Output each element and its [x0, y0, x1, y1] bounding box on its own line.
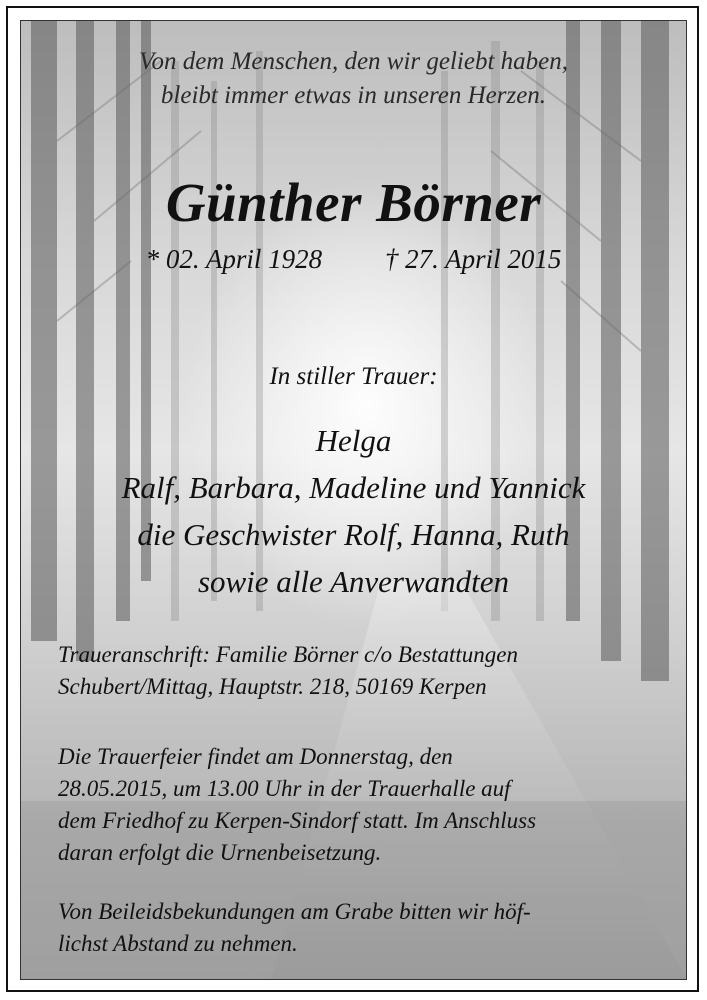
service-line: Die Trauerfeier findet am Donnerstag, den: [58, 744, 453, 769]
condolence-notice: [58, 896, 658, 960]
life-dates: [21, 244, 686, 275]
mourning-address: [58, 639, 658, 703]
condolence-line: Von Beileidsbekundungen am Grabe bitten wir höf-: [58, 899, 531, 924]
service-line: daran erfolgt die Urnenbeisetzung.: [58, 840, 382, 865]
mourner-line: Ralf, Barbara, Madeline und Yannick: [121, 470, 586, 505]
mourner-line: sowie alle Anverwandten: [197, 564, 510, 599]
condolence-line: lichst Abstand zu nehmen.: [58, 931, 298, 956]
birth-date: * 02. April 1928: [145, 244, 323, 274]
funeral-service-notice: [58, 741, 658, 869]
address-line-2: Schubert/Mittag, Hauptstr. 218, 50169 Kerpen: [58, 674, 487, 699]
deceased-name: Günther Börner: [165, 172, 542, 233]
mourner-line: die Geschwister Rolf, Hanna, Ruth: [137, 517, 570, 552]
obituary-panel: [20, 20, 687, 980]
motto-line-2: bleibt immer etwas in unseren Herzen.: [160, 82, 547, 109]
motto: [21, 45, 686, 113]
motto-line-1: Von dem Menschen, den wir geliebt haben,: [138, 48, 569, 75]
address-line-1: Traueranschrift: Familie Börner c/o Bestattungen: [58, 642, 518, 667]
mourners-list: [21, 417, 686, 605]
mourner-line: Helga: [315, 423, 392, 458]
service-line: dem Friedhof zu Kerpen-Sindorf statt. Im Anschluss: [58, 808, 537, 833]
mourning-intro: In stiller Trauer:: [269, 363, 438, 390]
service-line: 28.05.2015, um 13.00 Uhr in der Trauerhalle auf: [58, 776, 511, 801]
death-date: † 27. April 2015: [384, 244, 562, 274]
